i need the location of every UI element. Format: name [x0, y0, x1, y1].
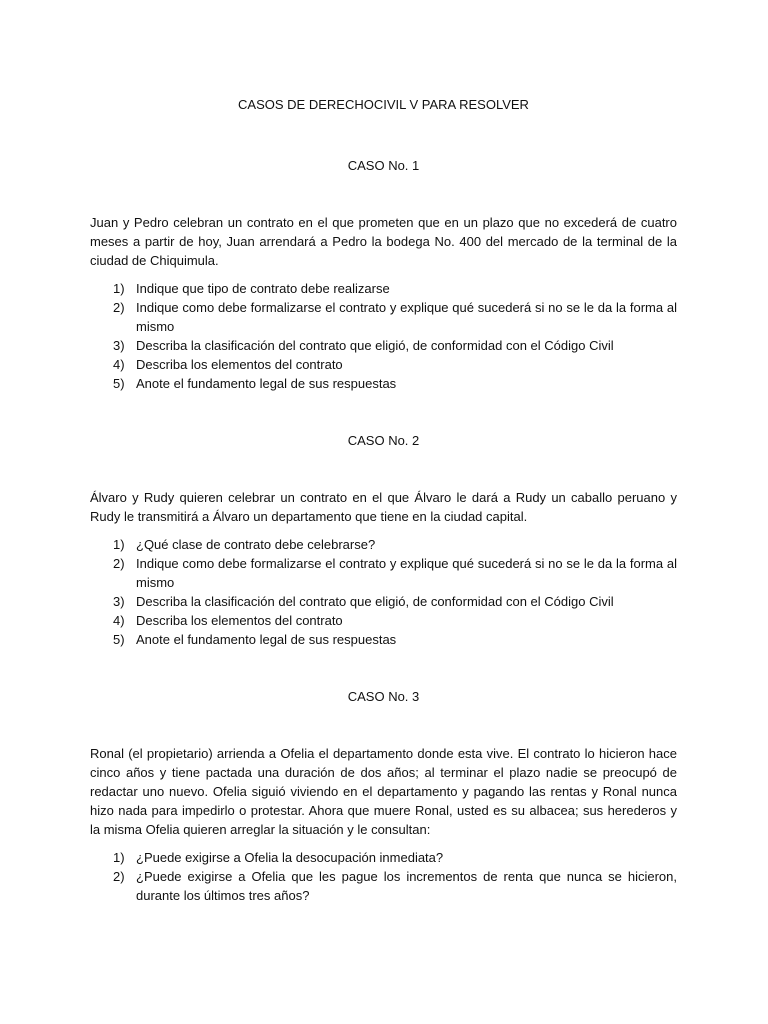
question-item	[113, 611, 677, 630]
question-text: Anote el fundamento legal de sus respuestas	[136, 632, 397, 647]
question-text: Indique como debe formalizarse el contrato y explique qué sucederá si no se le da la forma al mismo	[136, 556, 677, 590]
question-text: Anote el fundamento legal de sus respuestas	[136, 376, 397, 391]
case-section	[90, 156, 677, 393]
case-statement: Ronal (el propietario) arrienda a Ofelia el departamento donde esta vive. El contrato lo hicieron hace cinco años y tiene pactada una duración de dos años; al terminar el plazo nadie se preocupó de redactar uno nuevo. Ofelia siguió viviendo en el departamento y pagando las rentas y Ronal nunca hizo nada para impedirlo o protestar. Ahora que muere Ronal, usted es su albacea; sus herederos y la misma Ofelia quieren arreglar la situación y le consultan:	[90, 746, 677, 837]
question-list	[90, 848, 677, 905]
question-number: 2)	[113, 556, 125, 571]
question-number: 1)	[113, 850, 125, 865]
case-heading: CASO No. 1	[347, 158, 420, 173]
question-item	[113, 355, 677, 374]
question-text: Describa la clasificación del contrato que eligió, de conformidad con el Código Civil	[136, 338, 614, 353]
question-item	[113, 867, 677, 905]
question-number: 3)	[113, 338, 125, 353]
question-text: ¿Puede exigirse a Ofelia la desocupación inmediata?	[136, 850, 444, 865]
question-item	[113, 336, 677, 355]
question-text: Indique que tipo de contrato debe realizarse	[136, 281, 390, 296]
case-section	[90, 687, 677, 905]
question-item	[113, 279, 677, 298]
question-number: 3)	[113, 594, 125, 609]
case-heading: CASO No. 3	[347, 689, 420, 704]
question-item	[113, 848, 677, 867]
case-heading: CASO No. 2	[347, 433, 420, 448]
document-content	[90, 95, 677, 905]
question-item	[113, 592, 677, 611]
question-text: Describa los elementos del contrato	[136, 357, 343, 372]
question-item	[113, 554, 677, 592]
question-text: ¿Puede exigirse a Ofelia que les pague los incrementos de renta que nunca se hicieron, durante los últimos tres años?	[136, 869, 677, 903]
question-text: Describa los elementos del contrato	[136, 613, 343, 628]
question-list	[90, 535, 677, 649]
question-number: 2)	[113, 869, 125, 884]
question-list	[90, 279, 677, 393]
question-item	[113, 535, 677, 554]
question-item	[113, 630, 677, 649]
case-statement: Álvaro y Rudy quieren celebrar un contrato en el que Álvaro le dará a Rudy un caballo peruano y Rudy le transmitirá a Álvaro un departamento que tiene en la ciudad capital.	[90, 490, 677, 524]
question-number: 1)	[113, 281, 125, 296]
question-text: Indique como debe formalizarse el contrato y explique qué sucederá si no se le da la forma al mismo	[136, 300, 677, 334]
case-section	[90, 431, 677, 649]
question-text: ¿Qué clase de contrato debe celebrarse?	[136, 537, 376, 552]
document-title: CASOS DE DERECHOCIVIL V PARA RESOLVER	[238, 97, 529, 112]
question-number: 5)	[113, 632, 125, 647]
question-number: 4)	[113, 613, 125, 628]
question-number: 4)	[113, 357, 125, 372]
question-number: 5)	[113, 376, 125, 391]
question-number: 2)	[113, 300, 125, 315]
case-statement: Juan y Pedro celebran un contrato en el que prometen que en un plazo que no excederá de cuatro meses a partir de hoy, Juan arrendará a Pedro la bodega No. 400 del mercado de la terminal de la ciudad de Chiquimula.	[90, 215, 677, 268]
question-item	[113, 298, 677, 336]
question-text: Describa la clasificación del contrato que eligió, de conformidad con el Código Civil	[136, 594, 614, 609]
question-item	[113, 374, 677, 393]
question-number: 1)	[113, 537, 125, 552]
